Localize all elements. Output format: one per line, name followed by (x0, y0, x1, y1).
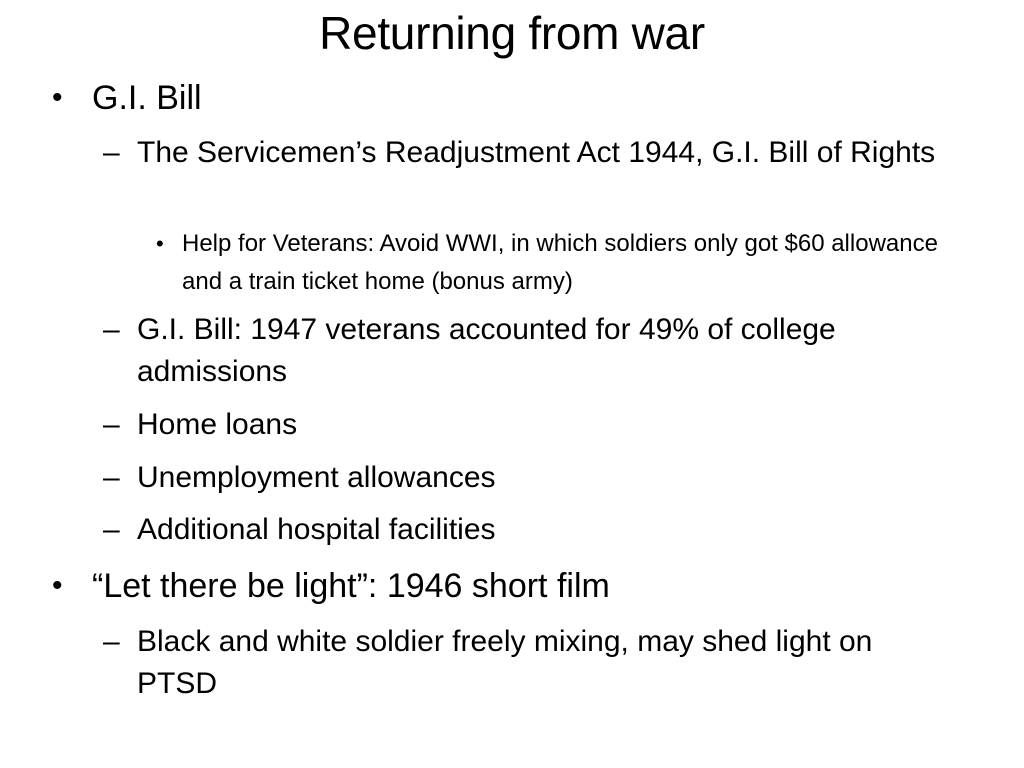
bullet-item-home-loans (103, 404, 963, 446)
bullet-text: “Let there be light”: 1946 short film (92, 567, 610, 605)
bullet-text: The Servicemen’s Readjustment Act 1944, G.I. Bill of Rights (137, 136, 936, 169)
bullet-text: G.I. Bill (92, 79, 202, 117)
bullet-item-unemployment (103, 457, 963, 499)
bullet-text: Additional hospital facilities (137, 513, 496, 546)
dash-marker: – (103, 461, 120, 494)
bullet-text: G.I. Bill: 1947 veterans accounted for 49% of college admissions (137, 313, 836, 388)
bullet-marker: • (52, 81, 63, 114)
bullet-marker: • (156, 231, 164, 256)
bullet-text: Home loans (137, 408, 298, 441)
bullet-item-let-there-be-light (52, 566, 972, 606)
bullet-item-readjustment-act (103, 132, 963, 174)
dash-marker: – (103, 513, 120, 546)
bullet-item-ptsd (103, 621, 933, 705)
bullet-item-hospital (103, 509, 963, 551)
bullet-text: Black and white soldier freely mixing, may shed light on PTSD (137, 625, 873, 700)
bullet-text: Unemployment allowances (137, 461, 496, 494)
dash-marker: – (103, 313, 120, 346)
bullet-text: Help for Veterans: Avoid WWI, in which soldiers only got $60 allowance and a train ticket home (bonus army) (182, 230, 938, 295)
dash-marker: – (103, 136, 120, 169)
slide-title: Returning from war (319, 7, 705, 59)
bullet-item-help-for-veterans (156, 225, 976, 301)
dash-marker: – (103, 625, 120, 658)
dash-marker: – (103, 408, 120, 441)
bullet-item-college-admissions (103, 309, 873, 393)
bullet-marker: • (52, 569, 63, 602)
bullet-item-gi-bill (52, 78, 972, 118)
